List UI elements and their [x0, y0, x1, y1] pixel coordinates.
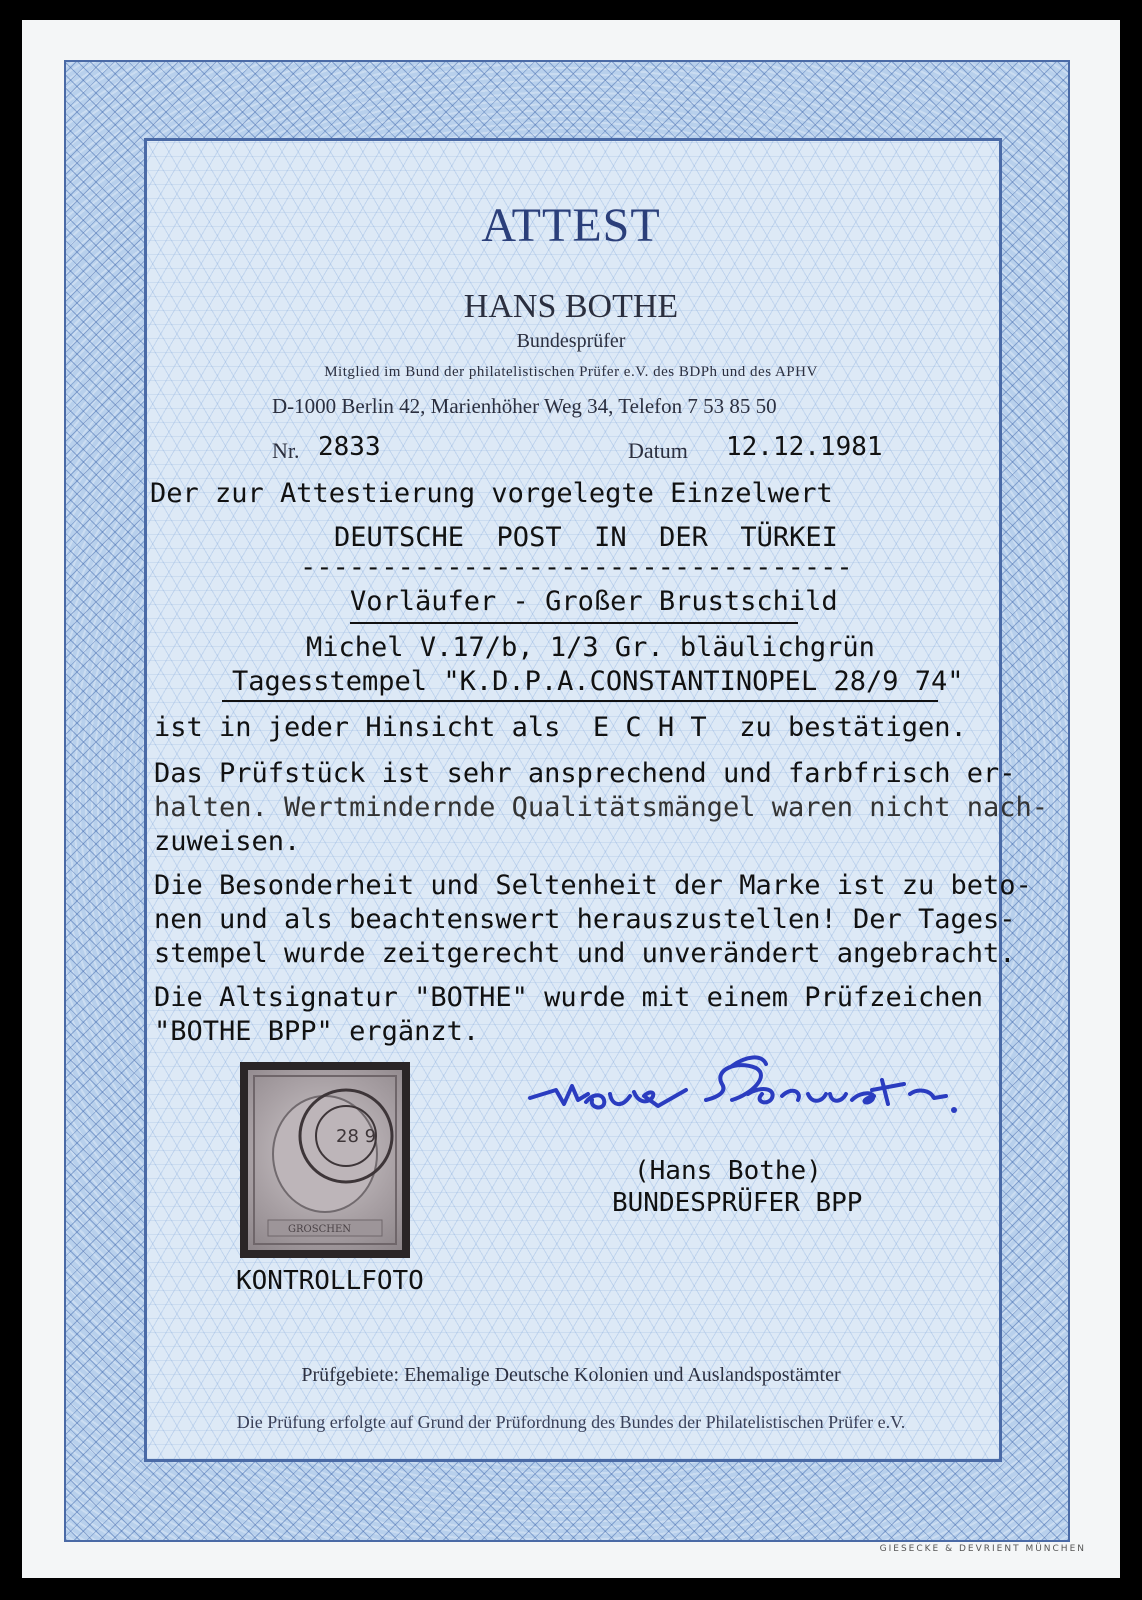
genuine-statement: ist in jeder Hinsicht als E C H T zu bestätigen.: [154, 712, 967, 743]
para2-line3: stempel wurde zeitgerecht und unverändert angebracht.: [154, 938, 1016, 969]
membership-line: Mitglied im Bund der philatelistischen Prüfer e.V. des BDPh und des APHV: [324, 364, 818, 380]
certificate-title: ATTEST: [481, 199, 661, 252]
date-label: Datum: [628, 438, 688, 463]
control-photo-caption: KONTROLLFOTO: [236, 1266, 424, 1296]
michel-line: Michel V.17/b, 1/3 Gr. bläulichgrün: [306, 632, 875, 663]
issue-line: DEUTSCHE POST IN DER TÜRKEI: [334, 522, 838, 553]
para2-line2: nen und als beachtenswert herauszustellen! Der Tages-: [154, 904, 1016, 935]
printer-imprint: GIESECKE & DEVRIENT MÜNCHEN: [879, 1544, 1086, 1554]
stamp-subtitle: Vorläufer - Großer Brustschild: [350, 586, 838, 617]
signatory-title: BUNDESPRÜFER BPP: [612, 1188, 863, 1218]
svg-text:GROSCHEN: GROSCHEN: [288, 1224, 351, 1235]
stamp-illustration: [248, 1070, 402, 1250]
footer-regulation: Die Prüfung erfolgte auf Grund der Prüfordnung des Bundes der Philatelistischen Prüfer e.V.: [236, 1412, 906, 1432]
certificate-date: 12.12.1981: [726, 432, 883, 462]
certificate-number: 2833: [318, 432, 381, 462]
examiner-role: Bundesprüfer: [516, 330, 626, 352]
para1-line1: Das Prüfstück ist sehr ansprechend und farbfrisch er-: [154, 758, 1016, 789]
examiner-name: HANS BOTHE: [463, 288, 679, 325]
subtitle-underline: [350, 622, 798, 624]
signatory-name: (Hans Bothe): [634, 1156, 822, 1186]
cancel-underline: [222, 700, 938, 702]
intro-line: Der zur Attestierung vorgelegte Einzelwert: [150, 478, 833, 509]
para3-line1: Die Altsignatur "BOTHE" wurde mit einem Prüfzeichen: [154, 982, 984, 1013]
certificate-number-label: Nr.: [272, 438, 300, 463]
para1-line3: zuweisen.: [154, 826, 301, 857]
para3-line2: "BOTHE BPP" ergänzt.: [154, 1016, 480, 1047]
control-photo: [240, 1062, 410, 1258]
dashed-divider: ----------------------------------: [300, 552, 853, 583]
address-line: D-1000 Berlin 42, Marienhöher Weg 34, Telefon 7 53 85 50: [272, 394, 777, 418]
para1-line2: halten. Wertmindernde Qualitätsmängel waren nicht nach-: [154, 792, 1049, 823]
para2-line1: Die Besonderheit und Seltenheit der Marke ist zu beto-: [154, 870, 1032, 901]
handwritten-signature: [526, 1050, 966, 1135]
cancel-line: Tagesstempel "K.D.P.A.CONSTANTINOPEL 28/9 74": [232, 666, 964, 697]
stamp-image: [248, 1070, 402, 1250]
footer-fields: Prüfgebiete: Ehemalige Deutsche Kolonien und Auslandspostämter: [301, 1364, 841, 1386]
svg-text:28 9: 28 9: [336, 1126, 377, 1147]
